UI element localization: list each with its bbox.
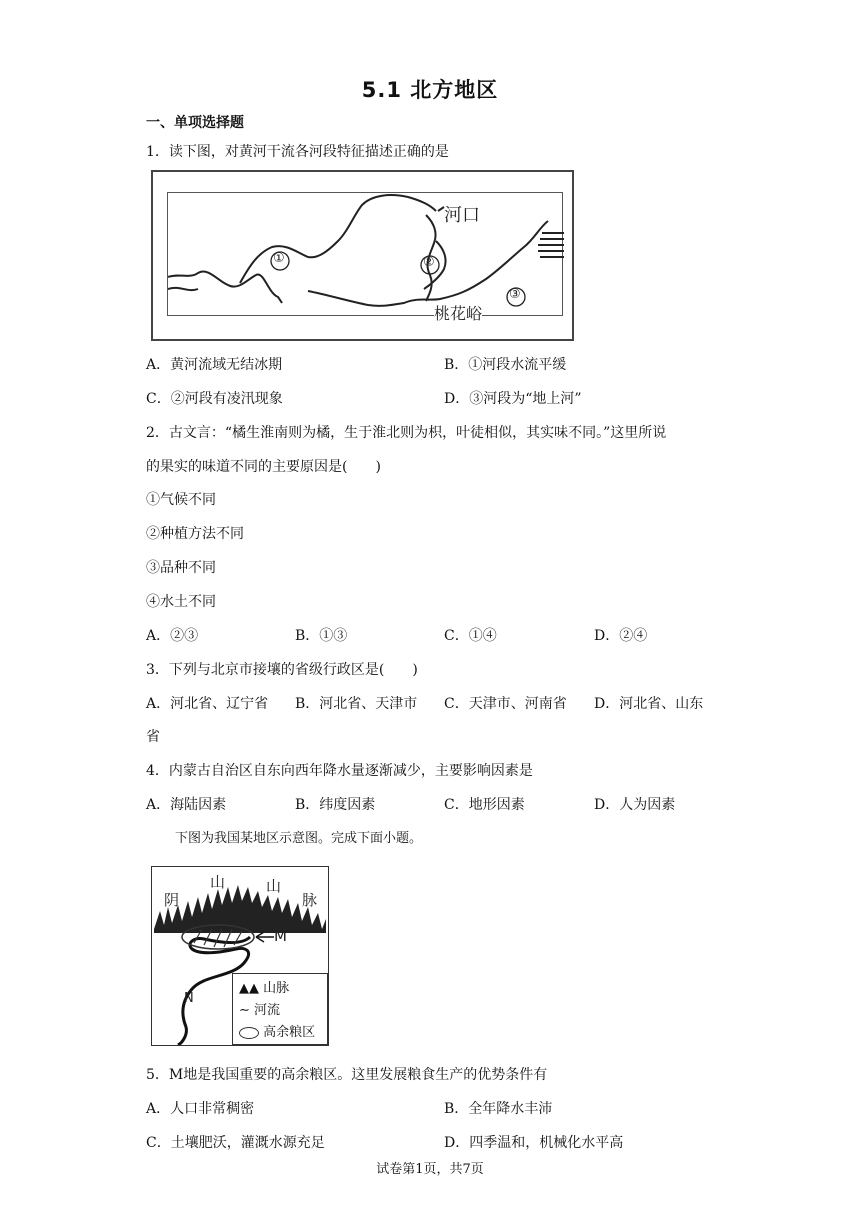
q5-stem: 5．M地是我国重要的高余粮区。这里发展粮食生产的优势条件有 bbox=[146, 1067, 548, 1083]
map1-label-3: ③ bbox=[509, 287, 521, 302]
region-map bbox=[151, 866, 329, 1046]
q3-option-a: A．河北省、辽宁省 bbox=[146, 696, 269, 712]
q2-option-c: C．①④ bbox=[444, 628, 497, 644]
q2-statement-3: ③品种不同 bbox=[146, 560, 216, 576]
legend-row-river bbox=[239, 999, 280, 1018]
q2-option-a: A．②③ bbox=[146, 628, 199, 644]
mountain-icon: ▲▲ bbox=[239, 981, 259, 996]
map1-label-2: ② bbox=[423, 255, 435, 270]
q4-stem: 4．内蒙古自治区自东向西年降水量逐渐减少，主要影响因素是 bbox=[146, 763, 533, 779]
q1-option-b: B．①河段水流平缓 bbox=[444, 357, 567, 373]
q1-option-c: C．②河段有凌汛现象 bbox=[146, 391, 283, 407]
legend-grain-label: 高余粮区 bbox=[263, 1025, 316, 1040]
q2-stem-line2: 的果实的味道不同的主要原因是( ) bbox=[146, 459, 381, 475]
q2-statement-1: ①气候不同 bbox=[146, 492, 216, 508]
yellow-river-map-frame bbox=[167, 192, 563, 323]
q5-option-c: C．土壤肥沃，灌溉水源充足 bbox=[146, 1135, 325, 1151]
map1-label-taohuayu: 桃花峪 bbox=[434, 301, 482, 324]
legend-row-grain bbox=[239, 1021, 315, 1040]
page-footer: 试卷第1页，共7页 bbox=[376, 1162, 484, 1177]
map2-label-m: M bbox=[274, 927, 287, 945]
q3-option-d-wrap: 省 bbox=[146, 729, 160, 745]
q1-option-d: D．③河段为“地上河” bbox=[444, 391, 582, 407]
legend-river-label: 河流 bbox=[254, 1003, 281, 1018]
legend-mountain-label: 山脉 bbox=[263, 981, 290, 996]
q2-stem-line1: 2．古文言：“橘生淮南则为橘，生于淮北则为枳，叶徒相似，其实味不同。”这里所说 bbox=[146, 425, 667, 441]
ellipse-icon bbox=[239, 1027, 259, 1039]
map2-intro: 下图为我国某地区示意图。完成下面小题。 bbox=[175, 831, 423, 846]
q1-stem: 1．读下图，对黄河干流各河段特征描述正确的是 bbox=[146, 144, 449, 160]
map2-label-n: N bbox=[184, 991, 194, 1006]
legend-row-mountain bbox=[239, 977, 289, 996]
page-title: 5.1 北方地区 bbox=[361, 78, 499, 102]
q4-option-d: D．人为因素 bbox=[594, 797, 676, 813]
q2-statement-2: ②种植方法不同 bbox=[146, 526, 244, 542]
q3-option-c: C．天津市、河南省 bbox=[444, 696, 567, 712]
q5-option-d: D．四季温和，机械化水平高 bbox=[444, 1135, 624, 1151]
yellow-river-map bbox=[151, 170, 574, 341]
q3-option-b: B．河北省、天津市 bbox=[295, 696, 418, 712]
q4-option-c: C．地形因素 bbox=[444, 797, 525, 813]
q2-option-d: D．②④ bbox=[594, 628, 648, 644]
map2-label-shan1: 山 bbox=[210, 873, 226, 891]
q1-option-a: A．黄河流域无结冰期 bbox=[146, 357, 283, 373]
map1-label-1: ① bbox=[273, 251, 285, 266]
q2-option-b: B．①③ bbox=[295, 628, 348, 644]
river-icon: ∼ bbox=[239, 1003, 250, 1018]
map2-label-yin: 阴 bbox=[164, 891, 180, 909]
yellow-river-drawing bbox=[168, 193, 564, 317]
q3-option-d: D．河北省、山东 bbox=[594, 696, 704, 712]
map2-legend bbox=[232, 973, 328, 1045]
map2-label-mai: 脉 bbox=[302, 891, 318, 909]
q4-option-b: B．纬度因素 bbox=[295, 797, 376, 813]
q2-statement-4: ④水土不同 bbox=[146, 594, 216, 610]
map2-label-shan2: 山 bbox=[266, 877, 282, 895]
map1-label-hekou: 河口 bbox=[444, 205, 480, 226]
section-heading: 一、单项选择题 bbox=[146, 115, 244, 131]
q4-option-a: A．海陆因素 bbox=[146, 797, 227, 813]
q5-option-b: B．全年降水丰沛 bbox=[444, 1101, 553, 1117]
q3-stem: 3．下列与北京市接壤的省级行政区是( ) bbox=[146, 662, 418, 678]
q5-option-a: A．人口非常稠密 bbox=[146, 1101, 255, 1117]
